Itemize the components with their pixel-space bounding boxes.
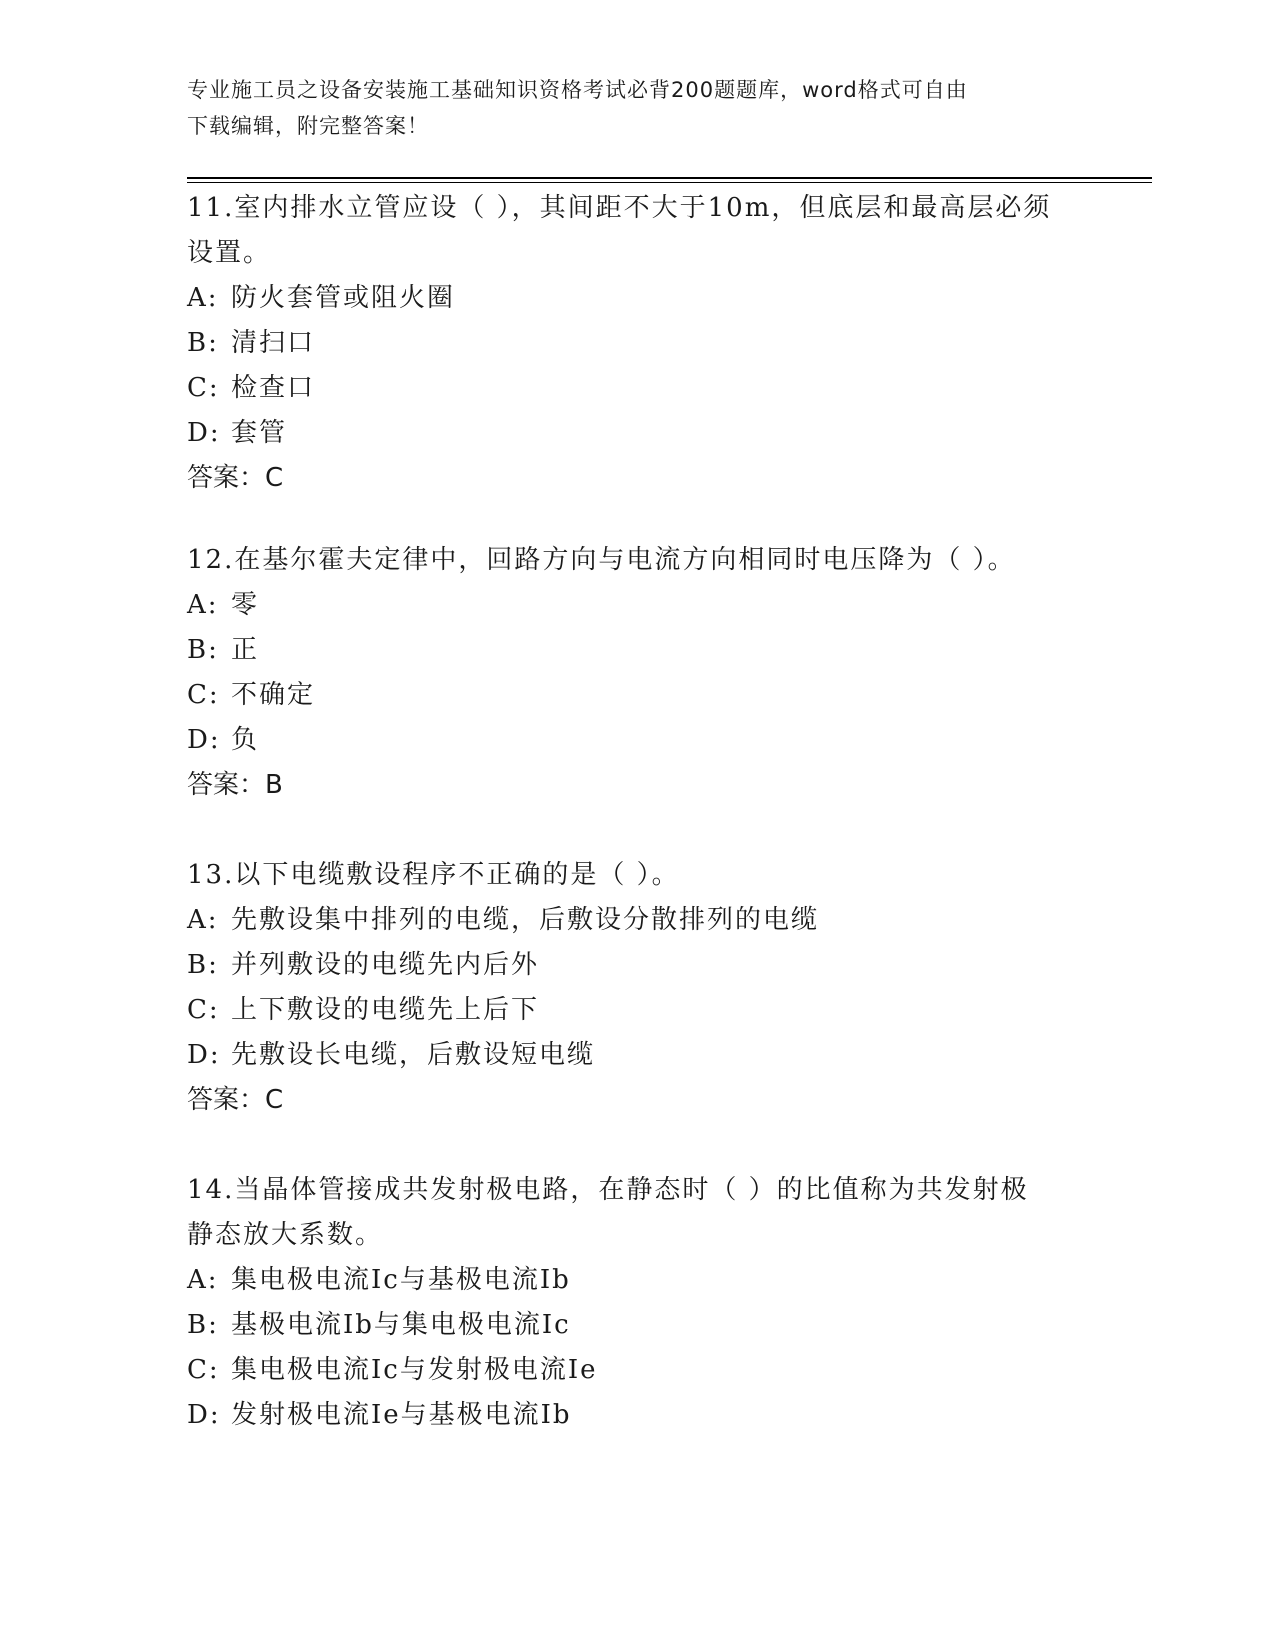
document-header <box>187 72 1067 144</box>
option-text: 集电极电流Ic与发射极电流Ie <box>231 1355 598 1385</box>
option-d <box>187 1393 1087 1438</box>
question-stem: 13.以下电缆敷设程序不正确的是（ ）。 <box>187 860 680 890</box>
option-b <box>187 943 1087 988</box>
option-a <box>187 276 1087 321</box>
option-a <box>187 583 1087 628</box>
option-text: 发射极电流Ie与基极电流Ib <box>231 1400 572 1430</box>
option-letter: B: <box>187 1310 219 1340</box>
option-letter: D: <box>187 418 221 448</box>
option-b <box>187 321 1087 366</box>
option-b <box>187 628 1087 673</box>
question-13 <box>187 853 1087 1123</box>
header-divider-thin <box>187 182 1152 183</box>
option-text: 上下敷设的电缆先上后下 <box>231 995 540 1025</box>
answer: 答案：B <box>187 770 283 800</box>
option-text: 先敷设长电缆，后敷设短电缆 <box>231 1040 596 1070</box>
option-text: 负 <box>231 725 260 755</box>
option-d <box>187 411 1087 456</box>
option-letter: D: <box>187 1400 221 1430</box>
option-text: 基极电流Ib与集电极电流Ic <box>231 1310 571 1340</box>
option-text: 并列敷设的电缆先内后外 <box>231 950 540 980</box>
question-stem: 11.室内排水立管应设（ ），其间距不大于10m，但底层和最高层必须 <box>187 193 1052 223</box>
question-stem-continued: 静态放大系数。 <box>187 1220 384 1250</box>
answer: 答案：C <box>187 1085 284 1115</box>
option-letter: A: <box>187 590 219 620</box>
option-text: 先敷设集中排列的电缆，后敷设分散排列的电缆 <box>231 905 820 935</box>
option-letter: B: <box>187 635 219 665</box>
question-12 <box>187 538 1087 808</box>
question-14 <box>187 1168 1087 1438</box>
option-c <box>187 673 1087 718</box>
option-a <box>187 1258 1087 1303</box>
option-letter: C: <box>187 680 220 710</box>
option-letter: D: <box>187 1040 221 1070</box>
option-text: 套管 <box>231 418 288 448</box>
option-letter: A: <box>187 905 219 935</box>
option-letter: C: <box>187 1355 220 1385</box>
option-d <box>187 718 1087 763</box>
answer: 答案：C <box>187 463 284 493</box>
option-letter: C: <box>187 373 220 403</box>
option-c <box>187 366 1087 411</box>
option-text: 防火套管或阻火圈 <box>231 283 456 313</box>
option-text: 集电极电流Ic与基极电流Ib <box>231 1265 571 1295</box>
option-letter: A: <box>187 1265 219 1295</box>
question-stem: 14.当晶体管接成共发射极电路，在静态时（ ）的比值称为共发射极 <box>187 1175 1029 1205</box>
option-letter: A: <box>187 283 219 313</box>
option-letter: B: <box>187 328 219 358</box>
header-line-1: 专业施工员之设备安装施工基础知识资格考试必背200题题库，word格式可自由 <box>187 78 968 102</box>
question-11 <box>187 186 1087 501</box>
header-divider-thick <box>187 177 1152 179</box>
option-letter: C: <box>187 995 220 1025</box>
option-text: 零 <box>231 590 260 620</box>
option-text: 正 <box>231 635 260 665</box>
question-stem: 12.在基尔霍夫定律中，回路方向与电流方向相同时电压降为（ ）。 <box>187 545 1016 575</box>
option-c <box>187 988 1087 1033</box>
question-stem-continued: 设置。 <box>187 238 272 268</box>
option-d <box>187 1033 1087 1078</box>
option-text: 清扫口 <box>231 328 316 358</box>
option-text: 检查口 <box>231 373 316 403</box>
header-line-2: 下载编辑，附完整答案！ <box>187 114 429 138</box>
option-b <box>187 1303 1087 1348</box>
option-a <box>187 898 1087 943</box>
option-text: 不确定 <box>231 680 316 710</box>
option-letter: B: <box>187 950 219 980</box>
option-c <box>187 1348 1087 1393</box>
option-letter: D: <box>187 725 221 755</box>
